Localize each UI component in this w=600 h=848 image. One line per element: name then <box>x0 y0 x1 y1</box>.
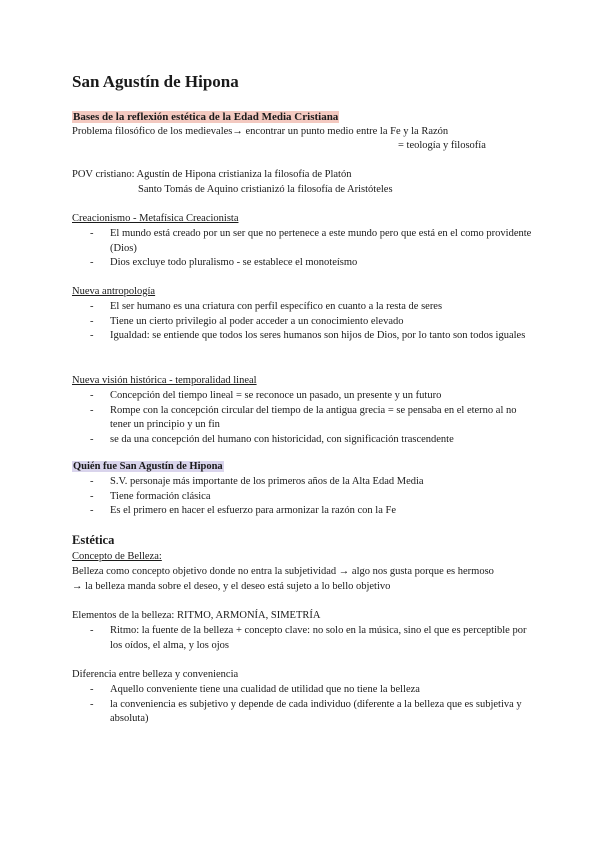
list-item: - Dios excluye todo pluralismo - se establece el monoteísmo <box>90 257 358 268</box>
heading-text: Quién fue San Agustín de Hipona <box>73 461 223 472</box>
page-title: San Agustín de Hipona <box>72 72 239 91</box>
bullet-list-diferencia <box>72 683 532 727</box>
list-item: - S.V. personaje más importante de los primeros años de la Alta Edad Media <box>90 476 424 487</box>
section-heading-bases <box>72 110 339 125</box>
list-item: - Rompe con la concepción circular del tiempo de la antigua grecia = se pensaba en el eterno al no tener un principio y un fin <box>90 404 517 430</box>
list-item: - El ser humano es una criatura con perfil específico en cuanto a la resta de seres <box>90 301 443 312</box>
list-item: - la conveniencia es subjetivo y depende de cada individuo (diferente a la belleza que es subjetiva y absoluta) <box>90 698 522 724</box>
list-item: - Aquello conveniente tiene una cualidad de utilidad que no tiene la belleza <box>90 684 420 695</box>
section-heading-elementos: Elementos de la belleza: RITMO, ARMONÍA, SIMETRÍA <box>72 610 321 621</box>
bullet-list-creacionismo <box>72 227 532 271</box>
text-line: Belleza como concepto objetivo donde no entra la subjetividad → algo nos gusta porque es hermoso <box>72 566 494 577</box>
bullet-list-antropologia <box>72 300 532 344</box>
text-line: Problema filosófico de los medievales→ encontrar un punto medio entre la Fe y la Razón <box>72 126 449 137</box>
section-heading-historica: Nueva visión histórica - temporalidad lineal <box>72 375 257 386</box>
section-heading-antropologia: Nueva antropología <box>72 286 156 297</box>
text-line: POV cristiano: Agustín de Hipona cristianiza la filosofía de Platón <box>72 169 352 180</box>
list-item: - Es el primero en hacer el esfuerzo para armonizar la razón con la Fe <box>90 505 396 516</box>
section-heading-quien <box>72 460 224 474</box>
list-item: - Igualdad: se entiende que todos los seres humanos son hijos de Dios, por lo tanto son todos iguales <box>90 330 526 341</box>
list-item: - se da una concepción del humano con historicidad, con significación trascendente <box>90 433 454 445</box>
list-item: - Tiene formación clásica <box>90 490 211 502</box>
list-item: - Concepción del tiempo lineal = se reconoce un pasado, un presente y un futuro <box>90 390 442 401</box>
heading-text: Bases de la reflexión estética de la Edad Media Cristiana <box>73 111 339 123</box>
text-line: → la belleza manda sobre el deseo, y el deseo está sujeto a lo bello objetivo <box>72 581 391 592</box>
subheading-concepto: Concepto de Belleza: <box>72 551 162 562</box>
text-line: Santo Tomás de Aquino cristianizó la filosofía de Aristóteles <box>138 184 393 195</box>
list-item: - El mundo está creado por un ser que no pertenece a este mundo pero que está en el como providente (Dios) <box>90 228 532 254</box>
section-heading-diferencia: Diferencia entre belleza y conveniencia <box>72 669 239 680</box>
bullet-list-elementos <box>72 624 532 653</box>
list-item: - Ritmo: la fuente de la belleza + concepto clave: no solo en la música, sino el que es perceptible por los oídos, el alma, y los ojos <box>90 625 527 651</box>
list-item: - Tiene un cierto privilegio al poder acceder a un conocimiento elevado <box>90 315 404 327</box>
section-heading-estetica: Estética <box>72 533 115 547</box>
bullet-list-quien <box>72 475 532 519</box>
section-heading-creacionismo: Creacionismo - Metafísica Creacionista <box>72 213 239 224</box>
text-line: = teología y filosofía <box>398 140 486 151</box>
bullet-list-historica <box>72 389 532 447</box>
